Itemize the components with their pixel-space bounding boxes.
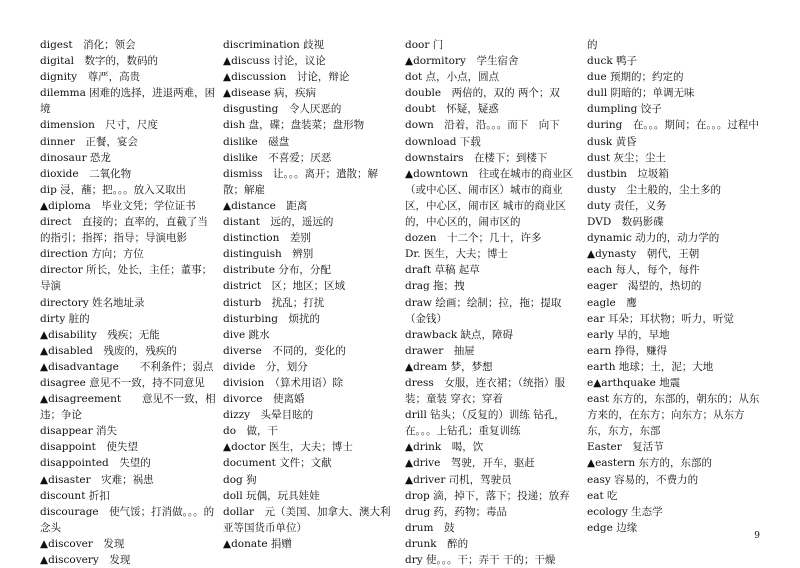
vocab-entry: drunk 醉的 xyxy=(405,537,469,550)
vocab-entry: ▲disaster 灾难；祸患 xyxy=(40,473,154,486)
vocab-entry: divorce 使离婚 xyxy=(223,393,305,406)
vocab-entry: 的 xyxy=(587,39,598,51)
vocab-entry: ▲discovery 发现 xyxy=(40,554,131,566)
vocab-entry: dinosaur 恐龙 xyxy=(40,151,111,164)
vocab-entry: duty 责任，义务 xyxy=(587,199,667,212)
vocab-entry: drawer 抽屉 xyxy=(405,344,475,357)
vocab-entry: ▲distance 距离 xyxy=(223,199,308,212)
vocab-entry: Dr. 医生，大夫；博士 xyxy=(405,248,508,261)
vocab-entry: dustbin 垃圾箱 xyxy=(587,167,669,180)
vocab-entry: door 门 xyxy=(405,39,444,51)
vocab-entry: earn 挣得，赚得 xyxy=(587,344,668,357)
vocab-entry: dip 浸，蘸；把。。。放入又取出 xyxy=(40,183,187,196)
vocab-entry: disappoint 使失望 xyxy=(40,441,138,454)
vocab-entry: duck 鸭子 xyxy=(587,55,638,68)
vocab-entry: dimension 尺寸，尺度 xyxy=(40,119,158,132)
vocab-entry: ▲doctor 医生，大夫；博士 xyxy=(223,441,353,454)
vocab-entry: dirty 脏的 xyxy=(40,312,90,325)
vocab-entry: ▲disease 病，疾病 xyxy=(223,87,316,100)
vocab-entry: earth 地球；土，泥；大地 xyxy=(587,360,714,373)
vocab-entry: dioxide 二氧化物 xyxy=(40,167,132,180)
vocab-entry: document 文件；文献 xyxy=(223,457,332,470)
vocab-entry: director 所长，处长，主任；董事；导演 xyxy=(40,264,213,293)
page-number: 9 xyxy=(754,531,760,541)
vocab-entry: dot 点，小点，圆点 xyxy=(405,71,500,84)
vocab-entry: ▲discussion 讨论，辩论 xyxy=(223,71,350,84)
vocab-entry: ▲disability 残疾；无能 xyxy=(40,328,160,341)
vocab-entry: dumpling 饺子 xyxy=(587,103,662,116)
vocab-entry: discount 折扣 xyxy=(40,489,110,502)
vocab-entry: disturbing 烦扰的 xyxy=(223,312,321,325)
vocab-entry: eat 吃 xyxy=(587,489,618,502)
vocab-entry: disagree 意见不一致，持不同意见 xyxy=(40,376,205,389)
vocab-entry: dive 跳水 xyxy=(223,328,270,341)
vocab-entry: drum 鼓 xyxy=(405,521,455,534)
vocab-entry: dislike 不喜爱；厌恶 xyxy=(223,151,332,164)
vocab-entry: dry 使。。。干；弄干 干的；干燥 xyxy=(405,554,556,566)
vocab-entry: download 下载 xyxy=(405,135,481,148)
vocab-entry: distribute 分布，分配 xyxy=(223,264,331,277)
vocab-entry: each 每人，每个，每件 xyxy=(587,264,700,277)
vocab-entry: dollar 元（美国、加拿大、澳大利亚等国货币单位） xyxy=(223,505,391,534)
vocab-entry: dull 阴暗的；单调无味 xyxy=(587,87,695,100)
vocab-entry: eagle 鹰 xyxy=(587,296,637,309)
vocab-entry: draw 绘画；绘制；拉，拖；提取（金钱） xyxy=(405,296,562,325)
vocab-column-1 xyxy=(40,37,218,568)
vocab-entry: ▲dynasty 朝代，王朝 xyxy=(587,248,700,261)
vocab-entry: due 预期的；约定的 xyxy=(587,71,684,84)
vocab-entry: disappointed 失望的 xyxy=(40,457,151,470)
vocab-entry: ▲discuss 讨论，议论 xyxy=(223,55,326,68)
vocab-entry: direct 直接的；直率的，直截了当的指引；指挥；指导；导演电影 xyxy=(40,216,208,245)
vocab-entry: drag 拖；拽 xyxy=(405,280,465,293)
vocab-entry: disappear 消失 xyxy=(40,425,118,438)
vocab-entry: dust 灰尘；尘土 xyxy=(587,151,666,164)
vocab-entry: directory 姓名地址录 xyxy=(40,296,145,309)
vocab-entry: during 在。。。期间；在。。。过程中 xyxy=(587,119,759,132)
vocab-entry: district 区；地区；区域 xyxy=(223,280,346,293)
vocab-entry: dynamic 动力的，动力学的 xyxy=(587,232,720,245)
vocab-entry: do 做，干 xyxy=(223,425,279,438)
vocab-entry: dish 盘，碟；盘装菜；盘形物 xyxy=(223,119,365,132)
vocab-entry: ▲driver 司机，驾驶员 xyxy=(405,473,512,486)
vocab-column-4 xyxy=(587,37,763,536)
vocab-entry: ecology 生态学 xyxy=(587,505,663,518)
vocab-entry: ▲disadvantage 不利条件；弱点 xyxy=(40,360,214,373)
vocab-entry: down 沿着，沿。。。而下 向下 xyxy=(405,119,560,132)
vocab-entry: dress 女服，连衣裙；（统指）服装；童装 穿衣；穿着 xyxy=(405,376,565,406)
vocab-entry: double 两倍的，双的 两个；双 xyxy=(405,87,560,100)
vocab-entry: dignity 尊严，高贵 xyxy=(40,71,141,84)
vocab-entry: downstairs 在楼下；到楼下 xyxy=(405,151,548,164)
vocab-entry: dozen 十二个；几十，许多 xyxy=(405,232,542,245)
vocab-entry: ▲dormitory 学生宿舍 xyxy=(405,55,519,68)
vocab-entry: early 早的，早地 xyxy=(587,328,670,341)
vocab-entry: dusty 尘土般的，尘土多的 xyxy=(587,183,722,196)
vocab-entry: e▲arthquake 地震 xyxy=(587,376,681,389)
vocab-entry: edge 边缘 xyxy=(587,521,638,534)
vocab-entry: drop 滴，掉下，落下；投递；放弃 xyxy=(405,489,570,502)
vocab-entry: doll 玩偶，玩具娃娃 xyxy=(223,489,320,502)
vocab-entry: dog 狗 xyxy=(223,473,257,486)
vocab-entry: east 东方的，东部的，朝东的；从东方来的，在东方；向东方；从东方 东，东方，东部 xyxy=(587,393,760,438)
vocab-entry: ▲disabled 残废的，残疾的 xyxy=(40,344,177,357)
vocab-entry: divide 分，划分 xyxy=(223,360,308,373)
vocab-entry: ear 耳朵；耳状物；听力，听觉 xyxy=(587,312,734,325)
vocab-entry: digest 消化；领会 xyxy=(40,39,136,51)
vocab-entry: direction 方向；方位 xyxy=(40,248,144,261)
vocab-entry: distinguish 辨别 xyxy=(223,248,314,261)
vocab-entry: digital 数字的，数码的 xyxy=(40,55,158,68)
vocab-entry: dizzy 头晕目眩的 xyxy=(223,409,314,422)
vocab-entry: ▲drive 驾驶，开车，驱赶 xyxy=(405,457,535,470)
vocab-entry: disturb 扰乱；打扰 xyxy=(223,296,325,309)
vocab-entry: ▲discover 发现 xyxy=(40,537,125,550)
vocab-entry: ▲eastern 东方的，东部的 xyxy=(587,457,712,470)
vocab-entry: distant 远的，遥远的 xyxy=(223,216,334,229)
vocab-entry: disgusting 令人厌恶的 xyxy=(223,103,342,116)
vocab-entry: ▲drink 喝，饮 xyxy=(405,441,484,454)
vocab-entry: ▲dream 梦，梦想 xyxy=(405,360,493,373)
vocab-column-2 xyxy=(223,37,399,552)
vocab-entry: dislike 磁盘 xyxy=(223,135,290,148)
vocab-entry: dismiss 让。。。离开；遣散；解散；解雇 xyxy=(223,167,379,196)
vocab-entry: diverse 不同的，变化的 xyxy=(223,344,346,357)
vocab-entry: ▲disagreement 意见不一致，相违；争论 xyxy=(40,393,216,422)
vocab-entry: ▲diploma 毕业文凭；学位证书 xyxy=(40,199,196,212)
vocab-entry: ▲donate 捐赠 xyxy=(223,537,292,550)
vocab-entry: division （算术用语）除 xyxy=(223,376,343,389)
vocab-entry: discrimination 歧视 xyxy=(223,39,325,51)
vocab-entry: discourage 使气馁；打消做。。。的念头 xyxy=(40,505,215,534)
vocab-entry: DVD 数码影碟 xyxy=(587,216,664,229)
vocab-entry: eager 渴望的，热切的 xyxy=(587,280,702,293)
vocab-entry: draft 草稿 起草 xyxy=(405,264,480,277)
vocab-entry: dinner 正餐，宴会 xyxy=(40,135,138,148)
vocab-entry: distinction 差别 xyxy=(223,232,311,245)
vocab-entry: ▲downtown 往或在城市的商业区（或中心区、闹市区）城市的商业区，中心区，闹市区 城市的商业区的，中心区的，闹市区的 xyxy=(405,167,574,229)
vocab-entry: drill 钻头；（反复的）训练 钻孔，在。。。上钻孔；重复训练 xyxy=(405,409,565,438)
vocab-entry: easy 容易的，不费力的 xyxy=(587,473,699,486)
vocab-column-3 xyxy=(405,37,579,568)
vocab-entry: dusk 黄昏 xyxy=(587,135,637,148)
vocab-entry: dilemma 困难的选择，进退两难，困境 xyxy=(40,87,216,116)
vocab-entry: Easter 复活节 xyxy=(587,441,664,454)
vocab-entry: doubt 怀疑，疑惑 xyxy=(405,103,499,116)
vocab-entry: drawback 缺点，障碍 xyxy=(405,328,514,341)
vocab-entry: drug 药，药物；毒品 xyxy=(405,505,508,518)
